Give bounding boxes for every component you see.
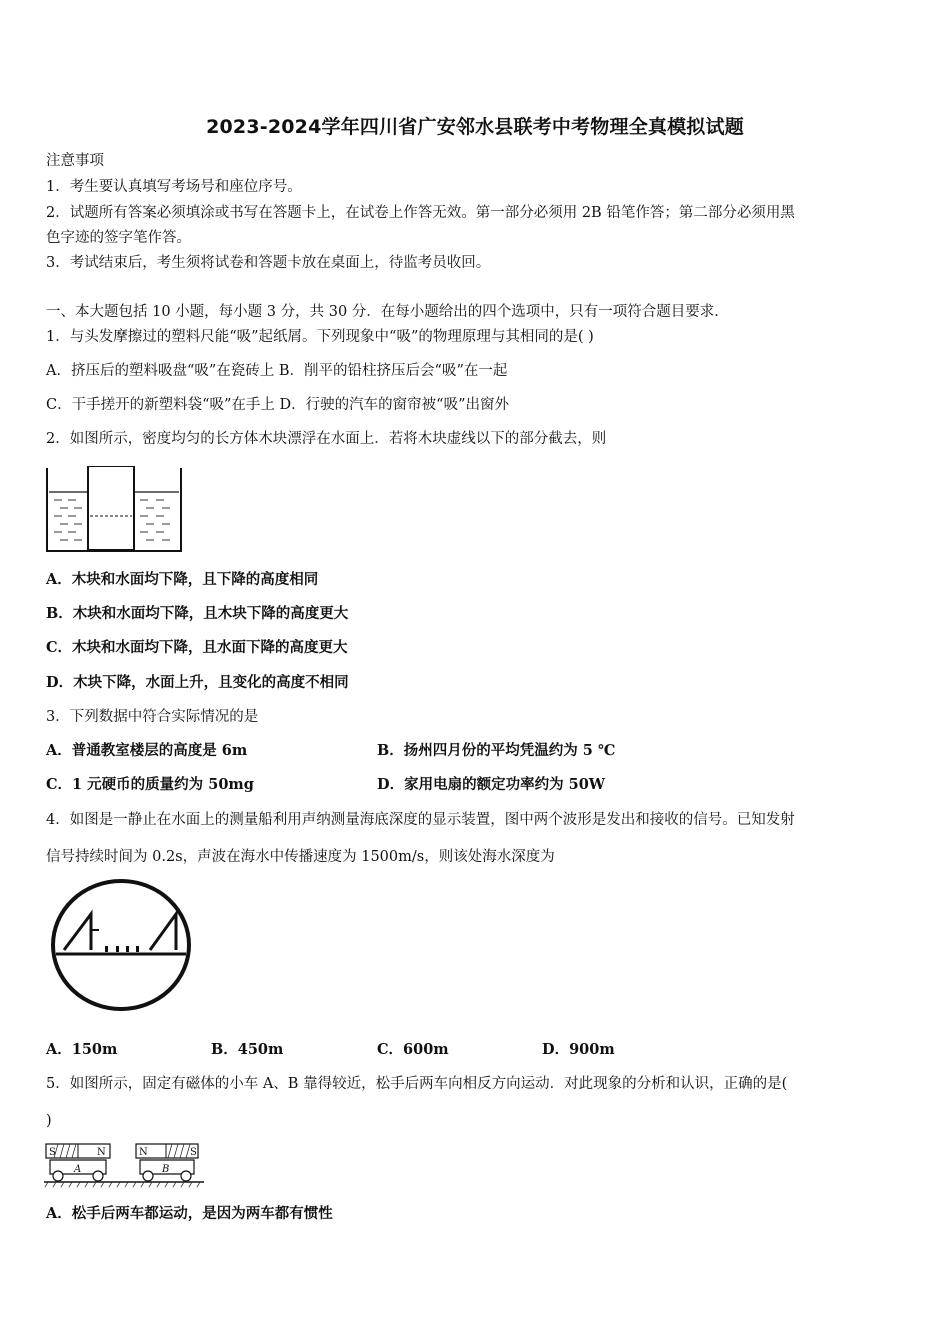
- magnet-carts-figure: [44, 1140, 204, 1188]
- option-row: B．木块和水面均下降，且木块下降的高度更大: [46, 605, 349, 622]
- question-stem: 3．下列数据中符合实际情况的是: [46, 709, 259, 725]
- floating-block-figure: [44, 466, 184, 554]
- option: B．450m: [211, 1041, 284, 1058]
- notice-heading: 注意事项: [46, 153, 104, 169]
- svg-text:A: A: [74, 1164, 82, 1175]
- option-row: C．木块和水面均下降，且水面下降的高度更大: [46, 639, 348, 656]
- svg-text:N: N: [97, 1147, 106, 1158]
- question-stem: 2．如图所示，密度均匀的长方体木块漂浮在水面上．若将木块虚线以下的部分截去，则: [46, 431, 607, 447]
- option-row: A．松手后两车都运动，是因为两车都有惯性: [46, 1205, 333, 1222]
- notice-item: 2．试题所有答案必须填涂或书写在答题卡上，在试卷上作答无效。第一部分必须用 2B 铅笔作答；第二部分必须用黑: [46, 205, 795, 221]
- option: C．600m: [377, 1041, 449, 1058]
- question-stem-continued: ): [46, 1113, 52, 1129]
- svg-text:B: B: [162, 1164, 170, 1175]
- option: B．扬州四月份的平均凭温约为 5 ℃: [377, 742, 616, 759]
- page-title: 2023-2024学年四川省广安邻水县联考中考物理全真模拟试题: [206, 116, 744, 138]
- notice-item: 1．考生要认真填写考场号和座位序号。: [46, 179, 302, 195]
- question-stem: 4．如图是一静止在水面上的测量船利用声纳测量海底深度的显示装置，图中两个波形是发出和接收的信号。已知发射: [46, 812, 795, 828]
- option-row: D．木块下降，水面上升，且变化的高度不相同: [46, 674, 349, 691]
- question-stem: 1．与头发摩擦过的塑料尺能“吸”起纸屑。下列现象中“吸”的物理原理与其相同的是( ): [46, 329, 594, 345]
- notice-item: 色字迹的签字笔作答。: [46, 230, 191, 246]
- option: D．900m: [542, 1041, 615, 1058]
- option: D．家用电扇的额定功率约为 50W: [377, 776, 606, 793]
- sonar-display-figure: [50, 878, 192, 1012]
- option-row: C．干手搓开的新塑料袋“吸”在手上 D．行驶的汽车的窗帘被“吸”出窗外: [46, 397, 509, 413]
- question-stem: 5．如图所示，固定有磁体的小车 A、B 靠得较近，松手后两车向相反方向运动．对此现象的分析和认识，正确的是(: [46, 1076, 788, 1092]
- notice-item: 3．考试结束后，考生须将试卷和答题卡放在桌面上，待监考员收回。: [46, 255, 491, 271]
- option-row: A．木块和水面均下降，且下降的高度相同: [46, 571, 319, 588]
- svg-text:N: N: [139, 1147, 148, 1158]
- svg-text:S: S: [190, 1147, 197, 1158]
- option: A．普通教室楼层的高度是 6m: [46, 742, 248, 759]
- option-row: A．挤压后的塑料吸盘“吸”在瓷砖上 B．削平的铅柱挤压后会“吸”在一起: [46, 363, 508, 379]
- svg-text:S: S: [49, 1147, 56, 1158]
- section-heading: 一、本大题包括 10 小题，每小题 3 分，共 30 分．在每小题给出的四个选项中，只有一项符合题目要求．: [46, 304, 729, 320]
- option: A．150m: [46, 1041, 118, 1058]
- option: C．1 元硬币的质量约为 50mg: [46, 776, 254, 793]
- question-stem-continued: 信号持续时间为 0.2s，声波在海水中传播速度为 1500m/s，则该处海水深度为: [46, 849, 555, 865]
